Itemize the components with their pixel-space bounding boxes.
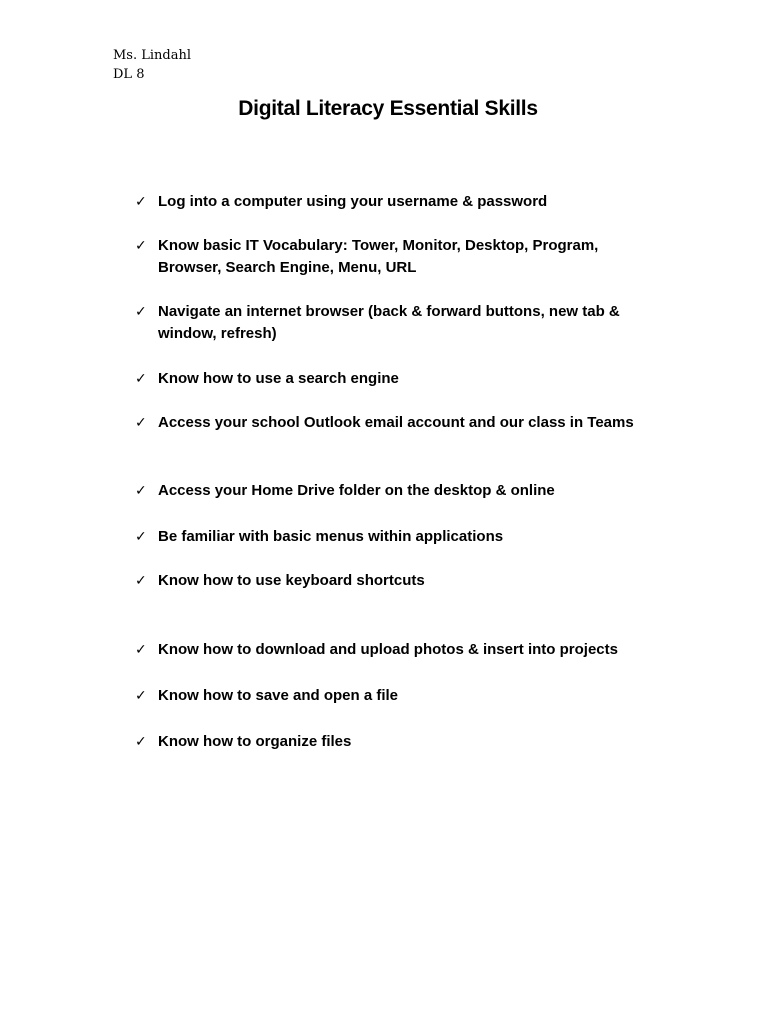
checklist-item-text: Know how to download and upload photos & insert into projects [158,641,618,658]
checkmark-icon: ✓ [135,483,147,499]
checklist-item [135,639,675,661]
checklist-item-text: window, refresh) [158,325,277,342]
header-block [113,46,191,84]
checkmark-icon: ✓ [135,194,147,210]
checklist-item [135,731,675,753]
checkmark-icon: ✓ [135,238,147,254]
checklist-item [135,191,675,213]
checklist-item [135,480,675,502]
checklist-item [135,368,675,390]
checklist-item-text: Log into a computer using your username & password [158,193,548,210]
checkmark-icon: ✓ [135,688,147,704]
checklist-item-text: Know how to use keyboard shortcuts [158,572,425,589]
checklist-item [135,235,675,279]
checkmark-icon: ✓ [135,304,147,320]
checkmark-icon: ✓ [135,529,147,545]
checklist-item-text: Know basic IT Vocabulary: Tower, Monitor, Desktop, Program, [158,237,599,254]
checklist-item-text: Know how to organize files [158,733,352,750]
checklist-item-text: Know how to save and open a file [158,687,399,704]
checklist-item-text: Navigate an internet browser (back & forward buttons, new tab & [158,303,620,320]
checklist-item [135,526,675,548]
page-title: Digital Literacy Essential Skills [238,97,538,120]
checklist-item [135,301,675,345]
checklist-item-text: Browser, Search Engine, Menu, URL [158,259,417,276]
teacher-name: Ms. Lindahl [113,48,192,63]
checklist-item [135,685,675,707]
checkmark-icon: ✓ [135,734,147,750]
checkmark-icon: ✓ [135,371,147,387]
checklist-item-text: Access your school Outlook email account and our class in Teams [158,414,634,431]
checklist-item-text: Access your Home Drive folder on the desktop & online [158,482,555,499]
checklist-item [135,412,675,434]
checkmark-icon: ✓ [135,573,147,589]
checklist-item [135,570,675,592]
checkmark-icon: ✓ [135,415,147,431]
checklist-item-text: Be familiar with basic menus within applications [158,528,504,545]
checklist-item-text: Know how to use a search engine [158,370,399,387]
class-name: DL 8 [113,67,145,82]
checkmark-icon: ✓ [135,642,147,658]
